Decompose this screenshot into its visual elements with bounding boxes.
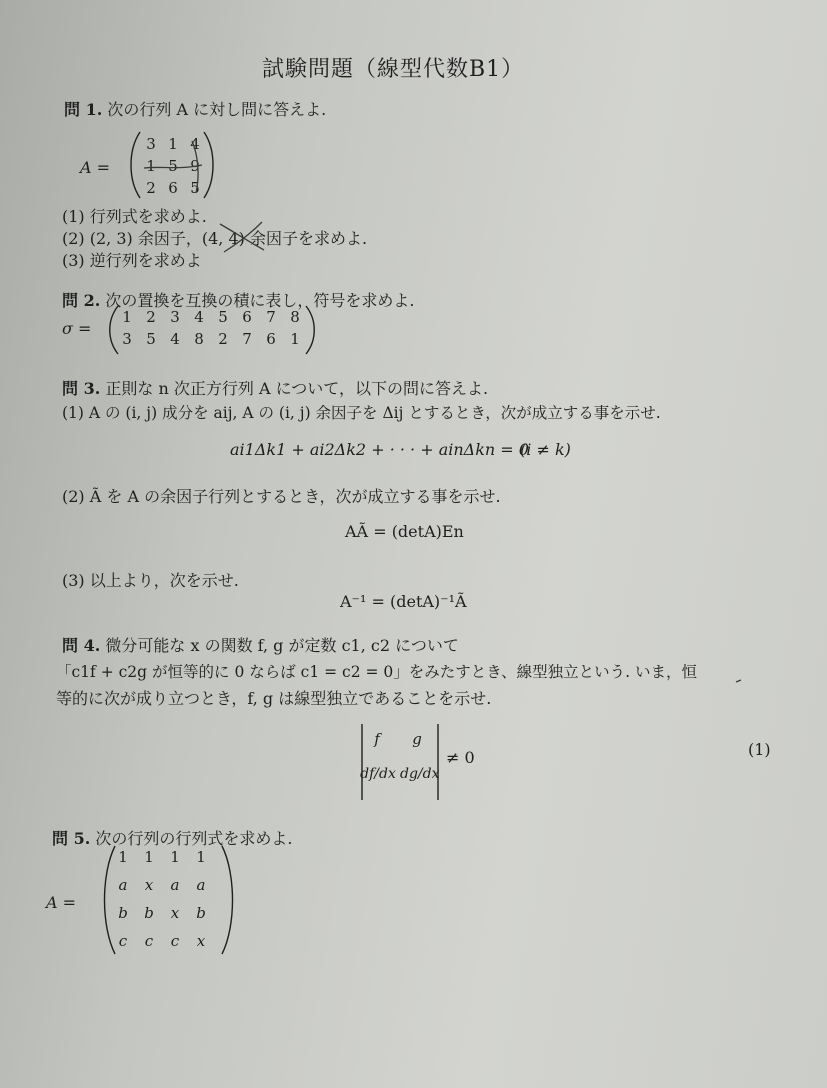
q2-bottom-cell: 8 <box>194 330 204 348</box>
q5-cell: 1 <box>144 848 154 866</box>
q1-item-3: (3) 逆行列を求めよ <box>62 251 202 270</box>
q4-neq: ≠ 0 <box>446 748 475 767</box>
q1-label: 問 1. <box>64 100 103 119</box>
q2-top-cell: 8 <box>290 308 300 326</box>
q2-top-cell: 6 <box>242 308 252 326</box>
q2-bottom-cell: 7 <box>242 330 252 348</box>
q1-text: 次の行列 A に対し問に答えよ. <box>107 100 327 119</box>
pen-dot-mark <box>734 676 744 686</box>
q5-right-paren <box>218 844 238 956</box>
q3-item-1: (1) A の (i, j) 成分を aij, A の (i, j) 余因子を Δij とするとき，次が成立する事を示せ. <box>62 404 661 422</box>
q4-heading <box>62 633 459 656</box>
q5-cell: a <box>170 876 180 894</box>
q5-cell: 1 <box>196 848 206 866</box>
q2-lhs: σ = <box>62 319 92 338</box>
q3-item-3: (3) 以上より，次を示せ. <box>62 571 239 590</box>
q5-cell: b <box>196 904 206 922</box>
q2-label: 問 2. <box>62 291 101 310</box>
q2-bottom-cell: 2 <box>218 330 228 348</box>
q2-bottom-cell: 5 <box>146 330 156 348</box>
q4-label: 問 4. <box>62 636 101 655</box>
q1-heading <box>64 97 326 120</box>
q2-bottom-cell: 4 <box>170 330 180 348</box>
q1-cell: 9 <box>190 157 200 175</box>
q2-top-cell: 4 <box>194 308 204 326</box>
q5-cell: 1 <box>118 848 128 866</box>
pen-cross-mark <box>216 218 276 254</box>
page-title: 試験問題（線型代数B1） <box>262 57 525 82</box>
q4-equation-number: (1) <box>748 740 771 759</box>
q1-cell: 5 <box>168 157 178 175</box>
q5-cell: b <box>118 904 128 922</box>
q2-top-cell: 5 <box>218 308 228 326</box>
det-right-bar <box>436 724 440 800</box>
q3-label: 問 3. <box>62 379 101 398</box>
det-cell-dfdx: df/dx <box>360 766 396 782</box>
q5-cell: 1 <box>170 848 180 866</box>
q2-bottom-cell: 3 <box>122 330 132 348</box>
q5-cell: x <box>144 876 154 894</box>
q5-cell: x <box>196 932 206 950</box>
q1-cell: 2 <box>146 179 156 197</box>
q3-equation-1-condition: (i ≠ k) <box>520 440 571 459</box>
q2-top-cell: 1 <box>122 308 132 326</box>
q2-bottom-cell: 6 <box>266 330 276 348</box>
q3-text: 正則な n 次正方行列 A について，以下の問に答えよ. <box>105 379 489 398</box>
q2-text: 次の置換を互換の積に表し，符号を求めよ. <box>105 291 415 310</box>
q5-cell: c <box>170 932 180 950</box>
q2-top-cell: 7 <box>266 308 276 326</box>
det-cell-g: g <box>412 730 422 748</box>
q1-cell: 1 <box>146 157 156 175</box>
q5-label: 問 5. <box>52 829 91 848</box>
q3-equation-3: A⁻¹ = (detA)⁻¹Ã <box>340 592 467 611</box>
q2-bottom-cell: 1 <box>290 330 300 348</box>
q5-lhs: A = <box>46 893 77 912</box>
q1-cell: 4 <box>190 135 200 153</box>
q5-cell: c <box>118 932 128 950</box>
q5-heading <box>52 826 292 849</box>
q2-top-cell: 2 <box>146 308 156 326</box>
q4-line-3: 等的に次が成り立つとき，f, g は線型独立であることを示せ. <box>56 689 492 708</box>
det-cell-dgdx: dg/dx <box>400 766 440 782</box>
q3-heading <box>62 376 488 399</box>
det-left-bar <box>360 724 364 800</box>
q1-cell: 6 <box>168 179 178 197</box>
q3-equation-2: AÃ = (detA)En <box>345 522 464 541</box>
det-cell-f: f <box>374 730 380 748</box>
q4-line-1: 微分可能な x の関数 f, g が定数 c1, c2 について <box>105 636 459 655</box>
q1-item-1: (1) 行列式を求めよ. <box>62 207 207 226</box>
q1-item-2: (2) (2, 3) 余因子，(4, 4) 余因子を求めよ. <box>62 229 368 248</box>
q1-cell: 3 <box>146 135 156 153</box>
q2-top-cell: 3 <box>170 308 180 326</box>
pen-strike-mark <box>140 135 220 195</box>
q1-matrix-lhs: A = <box>80 158 111 177</box>
q5-cell: b <box>144 904 154 922</box>
q5-cell: x <box>170 904 180 922</box>
q5-cell: c <box>144 932 154 950</box>
q5-text: 次の行列の行列式を求めよ. <box>95 829 293 848</box>
q3-equation-1: ai1Δk1 + ai2Δk2 + · · · + ainΔkn = 0 <box>230 440 529 459</box>
q1-cell: 5 <box>190 179 200 197</box>
q3-item-2: (2) Ã を A の余因子行列とするとき，次が成立する事を示せ. <box>62 487 501 506</box>
q1-cell: 1 <box>168 135 178 153</box>
q5-cell: a <box>196 876 206 894</box>
q5-cell: a <box>118 876 128 894</box>
q4-line-2: 「c1f + c2g が恒等的に 0 ならば c1 = c2 = 0」をみたすとき、線型独立という. いま，恒 <box>56 663 698 681</box>
